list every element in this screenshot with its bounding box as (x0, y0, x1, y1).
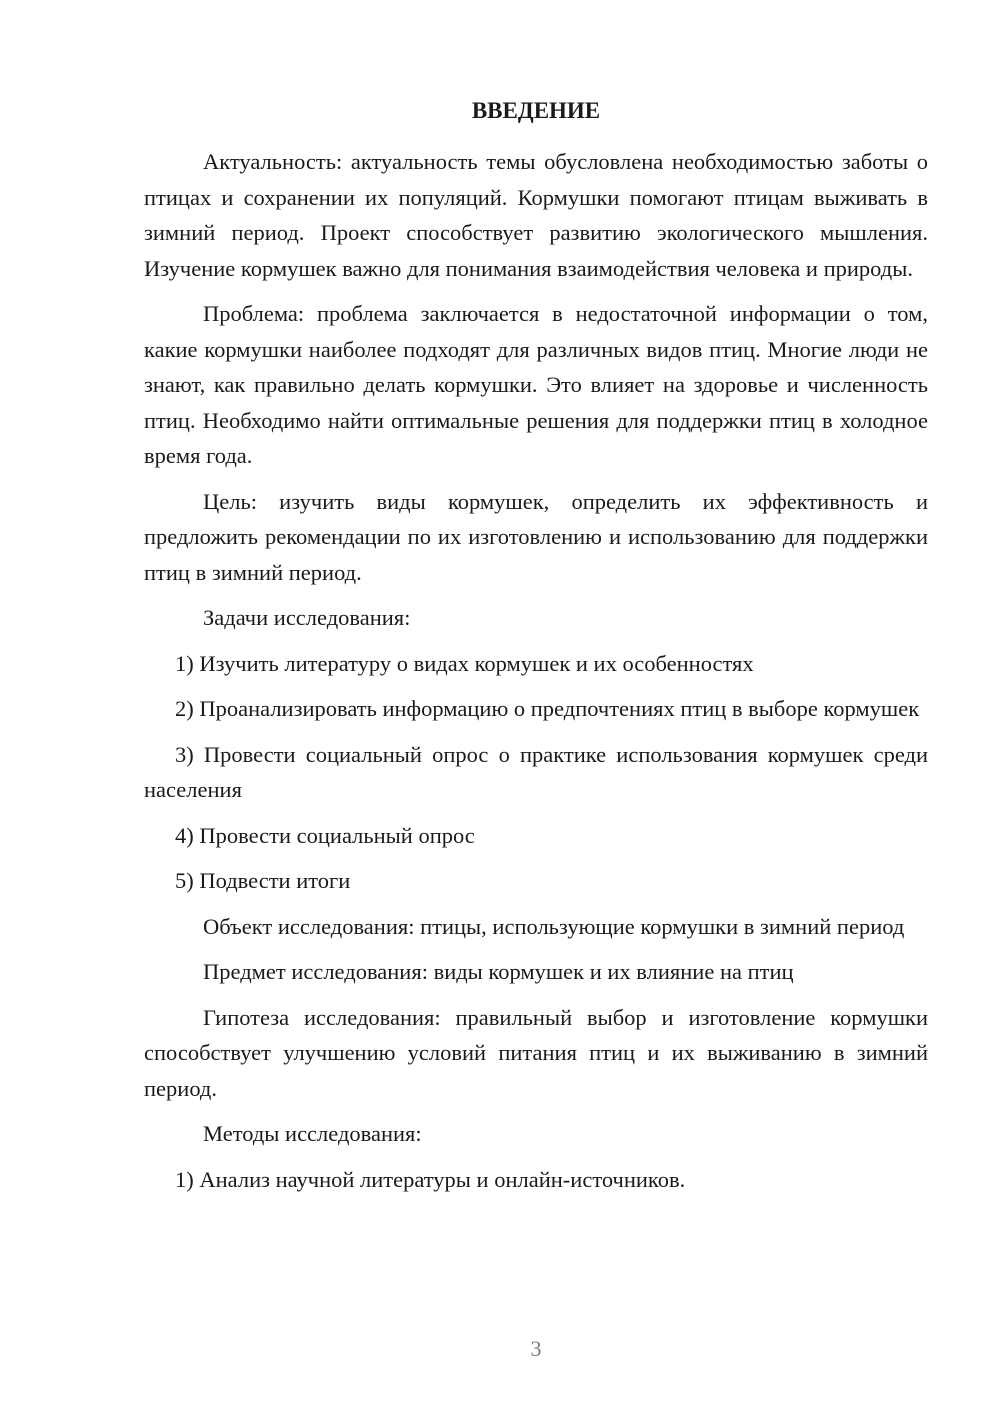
method-item: 1) Анализ научной литературы и онлайн-источников. (175, 1166, 686, 1192)
task-item: 2) Проанализировать информацию о предпочтениях птиц в выборе кормушек (175, 696, 920, 721)
task-item: 3) Провести социальный опрос о практике использования кормушек среди населения (144, 741, 928, 802)
task-item: 5) Подвести итоги (175, 868, 351, 893)
body-text (144, 144, 928, 1207)
hypothesis-paragraph: Гипотеза исследования: правильный выбор и изготовление кормушки способствует улучшению условий питания птиц и их выживанию в зимний период. (144, 1004, 928, 1101)
subject-paragraph: Предмет исследования: виды кормушек и их влияние на птиц (203, 959, 794, 984)
task-item: 4) Провести социальный опрос (175, 822, 475, 848)
relevance-paragraph: Актуальность: актуальность темы обусловлена необходимостью заботы о птицах и сохранении их популяций. Кормушки помогают птицам выживать в зимний период. Проект способствует развитию экологического мышления. Изучение кормушек важно для понимания взаимодействия человека и природы. (144, 149, 928, 281)
task-item: 1) Изучить литературу о видах кормушек и их особенностях (175, 650, 754, 676)
page-number: 3 (530, 1336, 542, 1361)
methods-heading: Методы исследования: (203, 1121, 422, 1146)
problem-paragraph: Проблема: проблема заключается в недостаточной информации о том, какие кормушки наиболее подходят для различных видов птиц. Многие люди не знают, как правильно делать кормушки. Это влияет на здоровье и численность птиц. Необходимо найти оптимальные решения для поддержки птиц в холодное время года. (144, 301, 928, 468)
goal-paragraph: Цель: изучить виды кормушек, определить их эффективность и предложить рекомендации по их изготовлению и использованию для поддержки птиц в зимний период. (144, 488, 928, 585)
tasks-heading: Задачи исследования: (203, 605, 411, 630)
object-paragraph: Объект исследования: птицы, использующие кормушки в зимний период (203, 913, 905, 939)
page-title: ВВЕДЕНИЕ (471, 98, 601, 123)
